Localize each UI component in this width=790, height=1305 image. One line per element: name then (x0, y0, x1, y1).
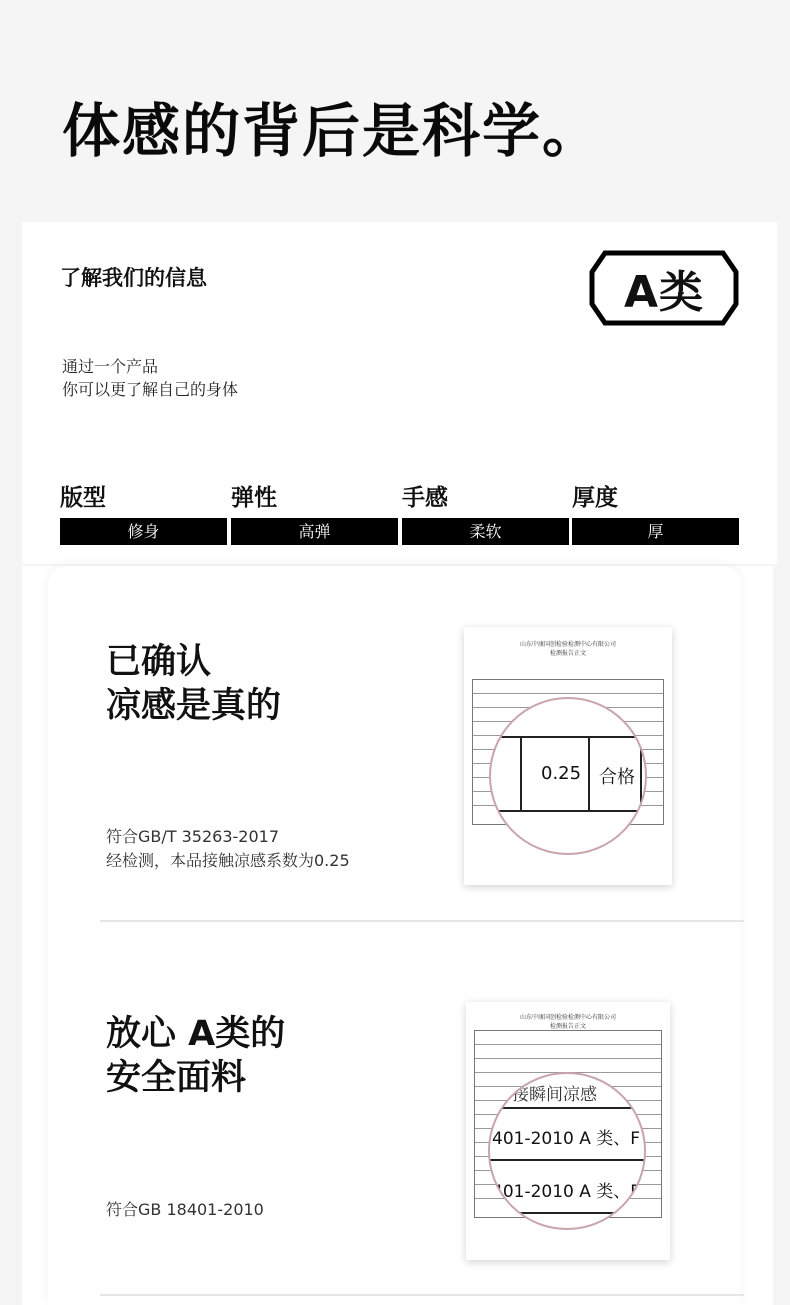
lens-top-text: 接瞬间凉感 (512, 1085, 597, 1105)
lens-standard-line1: 401-2010 A 类、F (492, 1129, 641, 1149)
info-subtitle-line2: 你可以更了解自己的身体 (62, 380, 239, 399)
section-divider (100, 920, 744, 922)
cooling-standard-note: 符合GB/T 35263-2017 (106, 827, 280, 846)
attribute-elasticity (231, 482, 398, 545)
attribute-label: 手感 (402, 485, 448, 511)
attribute-label: 弹性 (231, 485, 277, 511)
attribute-thickness (572, 482, 739, 545)
magnifier-lens (488, 1072, 646, 1230)
test-report-panel (48, 566, 741, 1305)
report-subtitle: 检测报告正文 (549, 650, 586, 657)
cooling-title-line2: 凉感是真的 (106, 686, 282, 726)
magnifier-lens (489, 697, 647, 855)
safety-title-line1: 放心 A类的 (106, 1014, 286, 1054)
attribute-fit (60, 482, 227, 545)
report-subtitle: 检测报告正文 (549, 1023, 586, 1030)
safety-report-document (466, 1002, 670, 1260)
badge-label: A类 (623, 267, 705, 318)
info-title: 了解我们的信息 (60, 266, 207, 290)
info-card (22, 222, 777, 564)
cooling-result-note: 经检测，本品接触凉感系数为0.25 (106, 851, 350, 870)
info-subtitle-line1: 通过一个产品 (62, 357, 159, 376)
attribute-value: 柔软 (402, 518, 569, 545)
attribute-label: 厚度 (572, 485, 618, 511)
lens-standard-line2: 401-2010 A 类、F (492, 1182, 641, 1202)
attribute-value: 厚 (572, 518, 739, 545)
page-headline: 体感的背后是科学。 (62, 97, 603, 165)
attribute-value: 修身 (60, 518, 227, 545)
lens-cooling-value: 0.25 (541, 763, 582, 784)
section-divider (100, 1294, 744, 1296)
attribute-value: 高弹 (231, 518, 398, 545)
cooling-report-document (464, 627, 672, 885)
lens-pass-result: 合格 (599, 767, 635, 788)
test-report-card (22, 566, 773, 1305)
attribute-hand-feel (402, 482, 569, 545)
attribute-label: 版型 (60, 485, 106, 511)
report-org-name: 山东中康国创检验检测中心有限公司 (519, 641, 616, 648)
class-a-badge (589, 250, 739, 326)
safety-title-line2: 安全面料 (106, 1058, 247, 1098)
report-org-name: 山东中康国创检验检测中心有限公司 (519, 1014, 616, 1021)
cooling-title-line1: 已确认 (106, 642, 212, 682)
safety-standard-note: 符合GB 18401-2010 (106, 1200, 264, 1219)
